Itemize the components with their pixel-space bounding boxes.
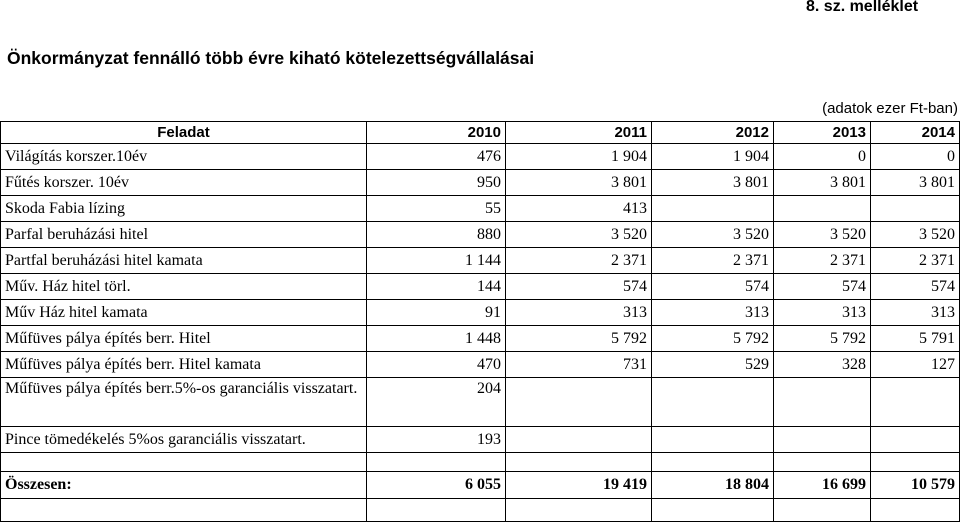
cell-2014 xyxy=(871,378,960,427)
cell-2013 xyxy=(774,378,871,427)
annex-label: 8. sz. melléklet xyxy=(806,0,919,15)
cell-2013 xyxy=(774,427,871,453)
cell-2014: 5 791 xyxy=(871,326,960,352)
cell-2013: 574 xyxy=(774,274,871,300)
unit-note: (adatok ezer Ft-ban) xyxy=(822,100,958,117)
table-row xyxy=(1,326,960,352)
total-2013: 16 699 xyxy=(774,472,871,499)
page-title: Önkormányzat fennálló több évre kiható kötelezettségvállalásai xyxy=(7,48,535,68)
header-row xyxy=(1,122,960,144)
row-label: Pince tömedékelés 5%os garanciális visszatart. xyxy=(1,427,367,453)
row-label: Műfüves pálya építés berr. Hitel kamata xyxy=(1,352,367,378)
cell-2014 xyxy=(871,196,960,222)
row-label: Műv Ház hitel kamata xyxy=(1,300,367,326)
cell-2012: 5 792 xyxy=(652,326,774,352)
cell-2011: 3 520 xyxy=(506,222,652,248)
cell-2011: 5 792 xyxy=(506,326,652,352)
commitments-table xyxy=(0,121,960,522)
cell-2011 xyxy=(506,378,652,427)
cell-2010: 193 xyxy=(367,427,506,453)
cell-2012 xyxy=(652,196,774,222)
cell-2011: 413 xyxy=(506,196,652,222)
cell-2010: 950 xyxy=(367,170,506,196)
cell-2012: 1 904 xyxy=(652,144,774,170)
cell-2011: 313 xyxy=(506,300,652,326)
spacer-row xyxy=(1,453,960,472)
column-header-2011: 2011 xyxy=(506,122,652,144)
cell-2014: 127 xyxy=(871,352,960,378)
cell-2011 xyxy=(506,427,652,453)
cell-2010: 91 xyxy=(367,300,506,326)
cell-2013: 3 801 xyxy=(774,170,871,196)
column-header-2012: 2012 xyxy=(652,122,774,144)
total-2014: 10 579 xyxy=(871,472,960,499)
cell-2011: 1 904 xyxy=(506,144,652,170)
row-label: Műv. Ház hitel törl. xyxy=(1,274,367,300)
cell-2012: 2 371 xyxy=(652,248,774,274)
table-row xyxy=(1,196,960,222)
cell-2013: 313 xyxy=(774,300,871,326)
row-label: Parfal beruházási hitel xyxy=(1,222,367,248)
cell-2012: 3 520 xyxy=(652,222,774,248)
cell-2011: 731 xyxy=(506,352,652,378)
cell-2012: 3 801 xyxy=(652,170,774,196)
cell-2010: 204 xyxy=(367,378,506,427)
cell-2010: 470 xyxy=(367,352,506,378)
cell-2014: 574 xyxy=(871,274,960,300)
cell-2010: 1 448 xyxy=(367,326,506,352)
total-row xyxy=(1,472,960,499)
column-header-2010: 2010 xyxy=(367,122,506,144)
cell-2014: 3 520 xyxy=(871,222,960,248)
column-header-2014: 2014 xyxy=(871,122,960,144)
row-label: Skoda Fabia lízing xyxy=(1,196,367,222)
row-label: Műfüves pálya építés berr. Hitel xyxy=(1,326,367,352)
cell-2013: 0 xyxy=(774,144,871,170)
cell-2014: 313 xyxy=(871,300,960,326)
cell-2011: 2 371 xyxy=(506,248,652,274)
table-row xyxy=(1,378,960,427)
cell-2013 xyxy=(774,196,871,222)
cell-2012: 574 xyxy=(652,274,774,300)
total-2011: 19 419 xyxy=(506,472,652,499)
cell-2011: 3 801 xyxy=(506,170,652,196)
total-label: Összesen: xyxy=(1,472,367,499)
table-row xyxy=(1,352,960,378)
cell-2010: 144 xyxy=(367,274,506,300)
table-row xyxy=(1,170,960,196)
total-2010: 6 055 xyxy=(367,472,506,499)
cell-2010: 1 144 xyxy=(367,248,506,274)
row-label: Partfal beruházási hitel kamata xyxy=(1,248,367,274)
cell-2014: 3 801 xyxy=(871,170,960,196)
cell-2012: 529 xyxy=(652,352,774,378)
total-2012: 18 804 xyxy=(652,472,774,499)
cell-2013: 5 792 xyxy=(774,326,871,352)
spacer-row xyxy=(1,499,960,522)
cell-2014: 0 xyxy=(871,144,960,170)
column-header-task: Feladat xyxy=(1,122,367,144)
table-row xyxy=(1,274,960,300)
cell-2012: 313 xyxy=(652,300,774,326)
cell-2010: 880 xyxy=(367,222,506,248)
column-header-2013: 2013 xyxy=(774,122,871,144)
table-row xyxy=(1,222,960,248)
row-label: Műfüves pálya építés berr.5%-os garanciális visszatart. xyxy=(1,378,367,427)
cell-2012 xyxy=(652,427,774,453)
cell-2014 xyxy=(871,427,960,453)
cell-2011: 574 xyxy=(506,274,652,300)
cell-2010: 55 xyxy=(367,196,506,222)
cell-2010: 476 xyxy=(367,144,506,170)
cell-2013: 328 xyxy=(774,352,871,378)
table-row xyxy=(1,248,960,274)
table-row xyxy=(1,300,960,326)
cell-2014: 2 371 xyxy=(871,248,960,274)
row-label: Fűtés korszer. 10év xyxy=(1,170,367,196)
cell-2012 xyxy=(652,378,774,427)
row-label: Világítás korszer.10év xyxy=(1,144,367,170)
table-row xyxy=(1,144,960,170)
cell-2013: 2 371 xyxy=(774,248,871,274)
table-row xyxy=(1,427,960,453)
cell-2013: 3 520 xyxy=(774,222,871,248)
